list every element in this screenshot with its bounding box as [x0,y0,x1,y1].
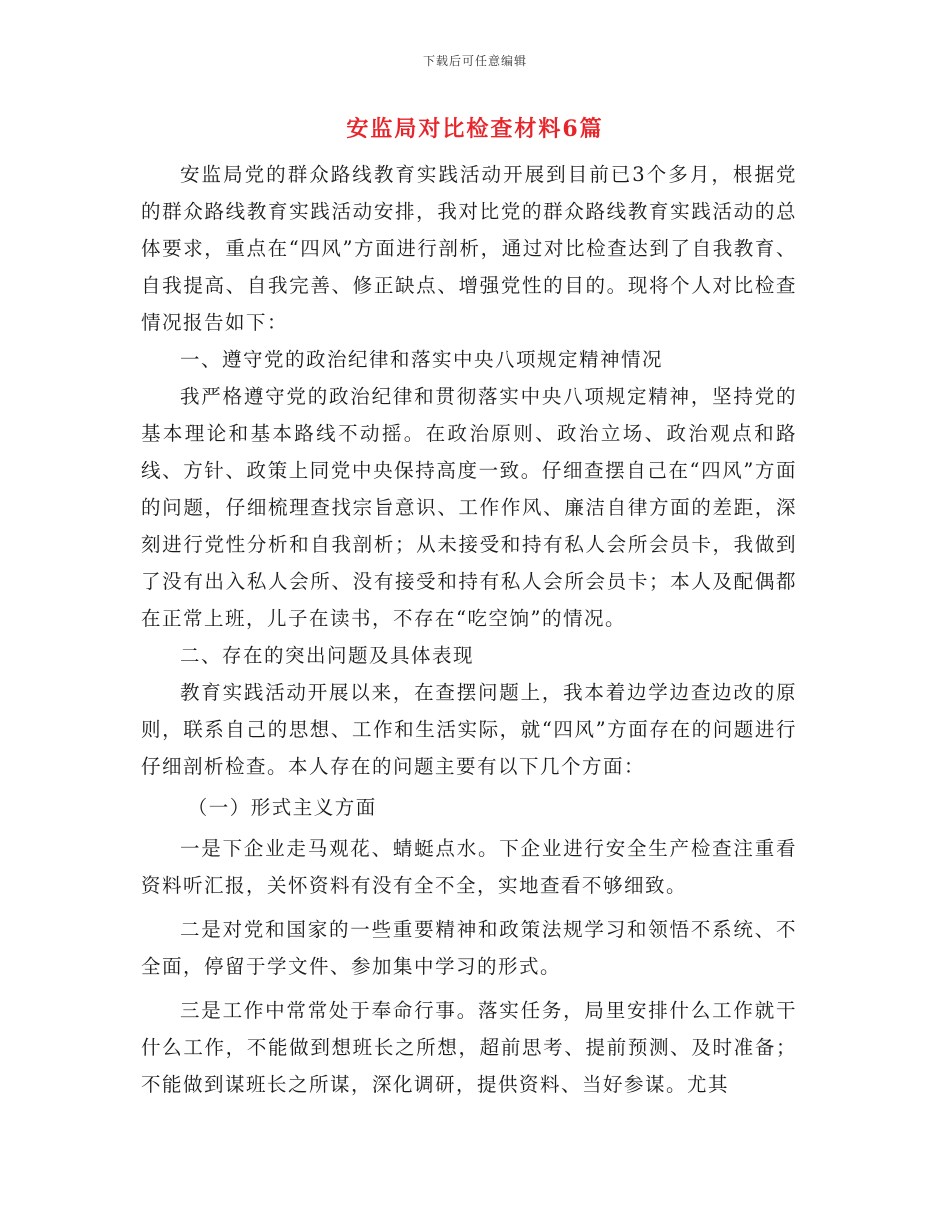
header-note: 下载后可任意编辑 [422,54,527,68]
document-title: 安监局对比检查材料6篇 [346,116,604,142]
formalism-item-3: 三是工作中常常处于奉命行事。落实任务，局里安排什么工作就干什么工作，不能做到想班长之所想，超前思考、提前预测、及时准备；不能做到谋班长之所谋，深化调研，提供资料、当好参谋。尤其 [141,999,797,1096]
section-2-intro-paragraph: 教育实践活动开展以来，在查摆问题上，我本着边学边查边改的原则，联系自己的思想、工作和生活实际，就“四风”方面存在的问题进行仔细剖析检查。本人存在的问题主要有以下几个方面： [141,681,797,778]
document-body [141,156,797,1103]
section-heading-2: 二、存在的突出问题及具体表现 [180,644,475,667]
formalism-item-2: 二是对党和国家的一些重要精神和政策法规学习和领悟不系统、不全面，停留于学文件、参加集中学习的形式。 [141,918,797,978]
section-heading-1: 一、遵守党的政治纪律和落实中央八项规定精神情况 [180,348,664,371]
formalism-item-1: 一是下企业走马观花、蜻蜓点水。下企业进行安全生产检查注重看资料听汇报，关怀资料有没有全不全，实地查看不够细致。 [141,837,797,897]
section-1-paragraph: 我严格遵守党的政治纪律和贯彻落实中央八项规定精神，坚持党的基本理论和基本路线不动摇。在政治原则、政治立场、政治观点和路线、方针、政策上同党中央保持高度一致。仔细查摆自己在“四风”方面的问题，仔细梳理查找宗旨意识、工作作风、廉洁自律方面的差距，深刻进行党性分析和自我剖析；从未接受和持有私人会所会员卡，我做到了没有出入私人会所、没有接受和持有私人会所会员卡；本人及配偶都在正常上班，儿子在读书，不存在“吃空饷”的情况。 [141,385,797,630]
intro-paragraph: 安监局党的群众路线教育实践活动开展到目前已3个多月，根据党的群众路线教育实践活动安排，我对比党的群众路线教育实践活动的总体要求，重点在“四风”方面进行剖析，通过对比检查达到了自我教育、自我提高、自我完善、修正缺点、增强党性的目的。现将个人对比检查情况报告如下： [141,163,797,334]
subsection-heading-formalism: （一）形式主义方面 [187,796,377,819]
